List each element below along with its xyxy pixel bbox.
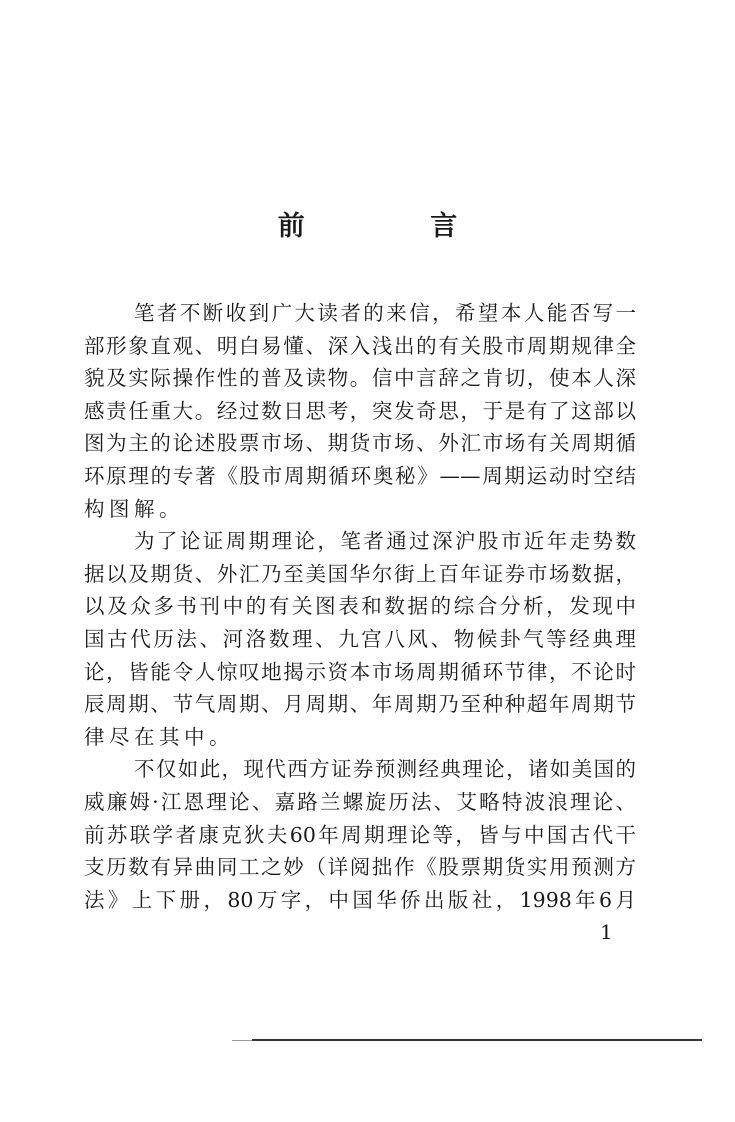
- text-line: 律尽在其中。: [84, 724, 234, 749]
- text-line: 支历数有异曲同工之妙（详阅拙作《股票期货实用预测方: [84, 855, 636, 880]
- text-line: 不仅如此，现代西方证券预测经典理论，诸如美国的: [134, 757, 636, 782]
- page-number: 1: [600, 920, 613, 944]
- text-line: 法》上下册，80万字，中国华侨出版社，1998年6月: [84, 887, 636, 912]
- text-line: 以及众多书刊中的有关图表和数据的综合分析，发现中: [84, 594, 636, 619]
- text-line: 貌及实际操作性的普及读物。信中言辞之肯切，使本人深: [84, 366, 636, 391]
- body-text: [84, 297, 636, 916]
- text-line: 国古代历法、河洛数理、九宫八风、物候卦气等经典理: [84, 626, 636, 651]
- text-line: 辰周期、节气周期、月周期、年周期乃至种种超年周期节: [84, 692, 636, 717]
- text-line: 环原理的专著《股市周期循环奥秘》——周期运动时空结: [84, 463, 636, 488]
- text-line: 为了论证周期理论，笔者通过深沪股市近年走势数: [134, 529, 636, 554]
- text-line: 笔者不断收到广大读者的来信，希望本人能否写一: [134, 301, 636, 325]
- bottom-rule: [252, 1039, 702, 1041]
- text-line: 部形象直观、明白易懂、深入浅出的有关股市周期规律全: [84, 333, 636, 358]
- text-line: 威廉姆·江恩理论、嘉路兰螺旋历法、艾略特波浪理论、: [84, 789, 636, 814]
- text-line: 感责任重大。经过数日思考，突发奇思，于是有了这部以: [84, 398, 636, 423]
- text-line: 图为主的论述股票市场、期货市场、外汇市场有关周期循: [84, 431, 636, 456]
- page-title: 前 言: [277, 211, 516, 242]
- text-line: 据以及期货、外汇乃至美国华尔街上百年证券市场数据，: [84, 561, 636, 586]
- text-line: 前苏联学者康克狄夫60年周期理论等，皆与中国古代干: [84, 822, 636, 847]
- text-line: 构图解。: [84, 496, 184, 521]
- text-line: 论，皆能令人惊叹地揭示资本市场周期循环节律，不论时: [84, 659, 636, 684]
